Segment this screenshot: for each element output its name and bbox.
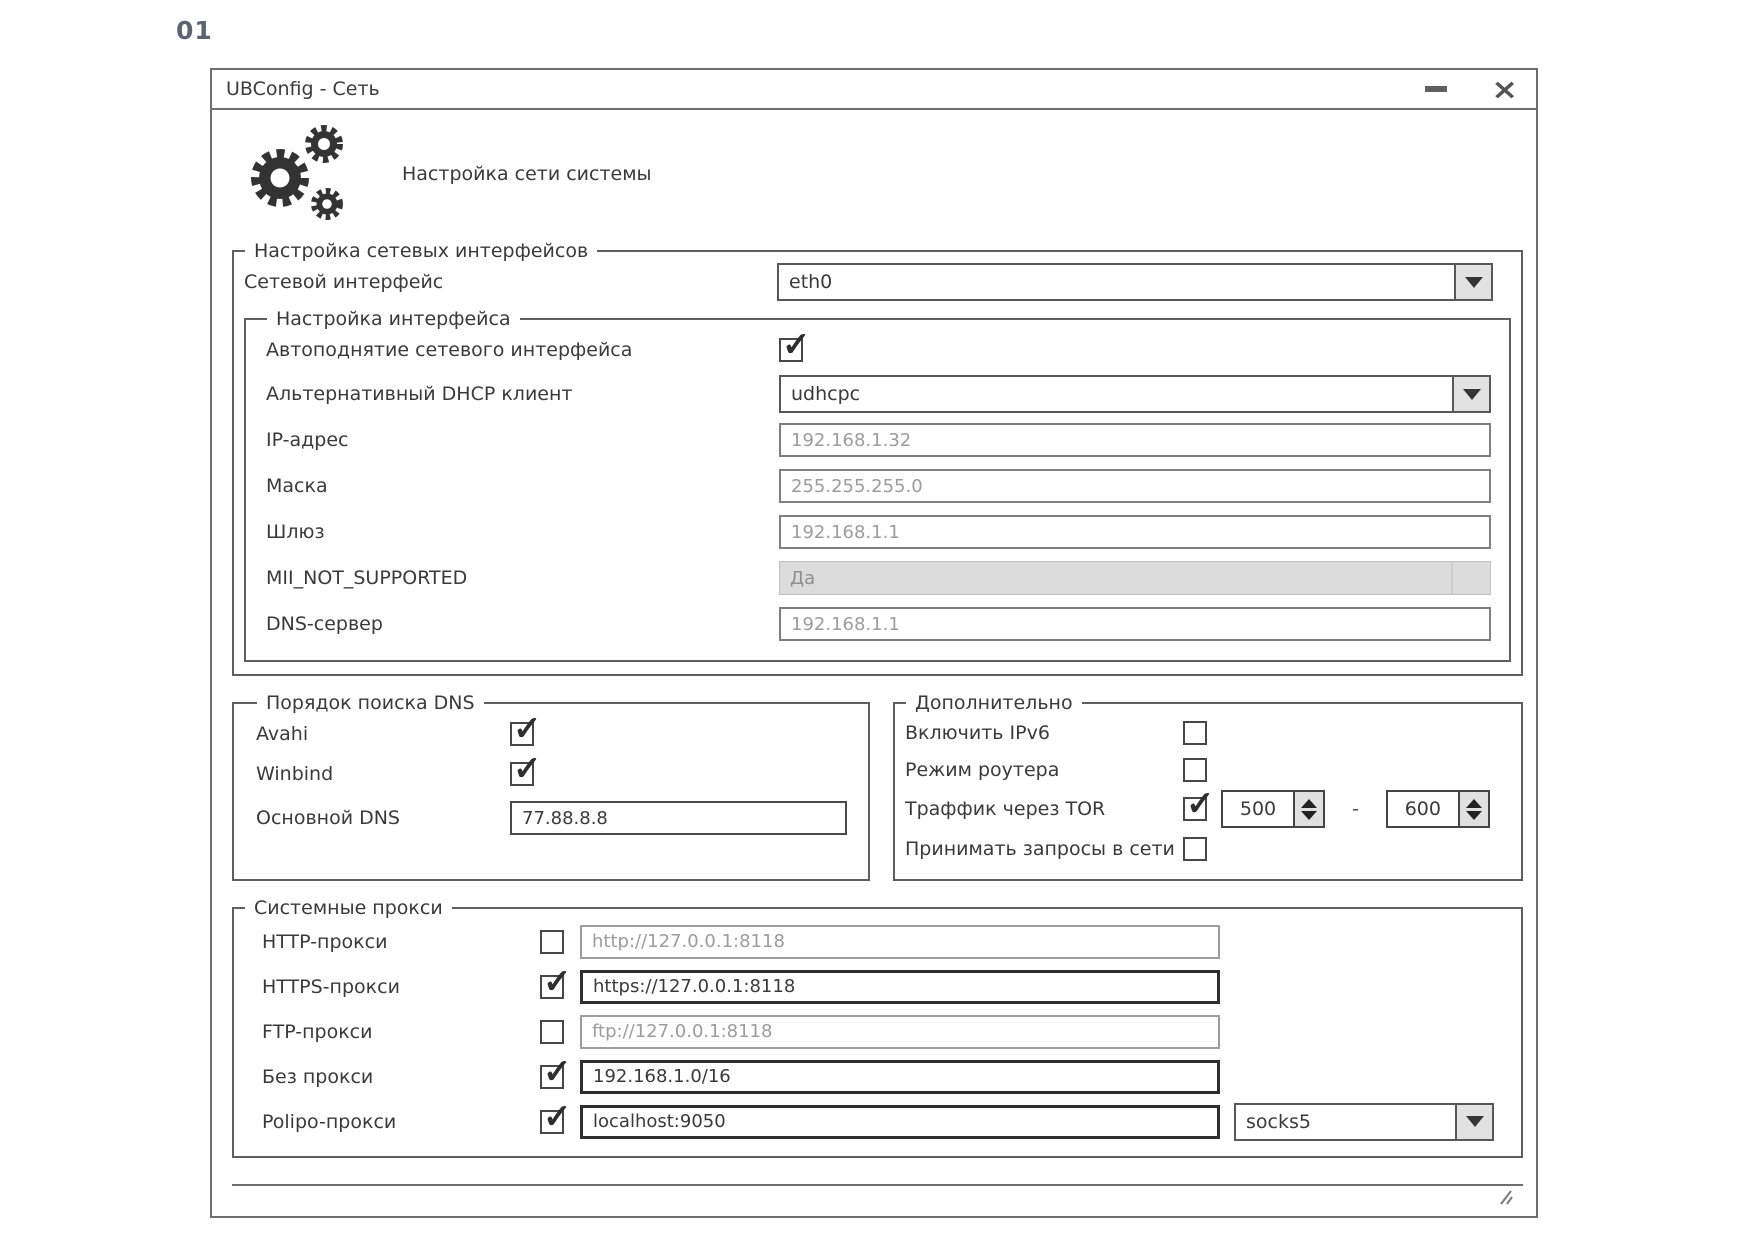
http-proxy-row [262, 919, 1511, 964]
interface-select[interactable] [777, 263, 1493, 301]
autoup-label: Автоподнятие сетевого интерфейса [266, 339, 633, 361]
spinner-up-icon[interactable] [1301, 799, 1317, 808]
mask-row [266, 466, 1491, 506]
interface-row [244, 262, 1511, 302]
dhcp-row [266, 374, 1491, 414]
mii-row [266, 558, 1491, 598]
dhcp-label: Альтернативный DHCP клиент [266, 383, 573, 405]
primary-dns-row [256, 798, 858, 838]
ftp-proxy-checkbox[interactable] [540, 1020, 564, 1044]
middle-groups [232, 692, 1523, 881]
tor-port-from-value: 500 [1239, 798, 1277, 820]
https-proxy-row [262, 964, 1511, 1009]
ipv6-row [905, 714, 1509, 751]
ftp-proxy-label: FTP-прокси [262, 1020, 373, 1043]
https-proxy-input[interactable] [580, 970, 1220, 1004]
interface-select-value: eth0 [789, 271, 833, 293]
dns-server-input[interactable] [779, 607, 1491, 641]
accept-row [905, 830, 1509, 867]
router-checkbox[interactable] [1183, 758, 1207, 782]
spinner-up-icon[interactable] [1466, 799, 1482, 808]
https-proxy-checkbox[interactable] [540, 975, 564, 999]
winbind-label: Winbind [256, 763, 334, 785]
spinner-buttons[interactable] [1293, 792, 1323, 826]
page-title: Настройка сети системы [402, 163, 652, 185]
group-network-interfaces-legend: Настройка сетевых интерфейсов [254, 240, 589, 262]
chevron-down-icon [1463, 389, 1481, 400]
ftp-proxy-row [262, 1009, 1511, 1054]
accept-checkbox[interactable] [1183, 837, 1207, 861]
tor-port-to-value: 600 [1404, 798, 1441, 820]
primary-dns-input[interactable] [510, 801, 847, 835]
dhcp-select[interactable] [779, 375, 1491, 413]
close-icon[interactable]: × [1491, 71, 1518, 107]
group-extras-legend: Дополнительно [915, 692, 1073, 714]
tor-label: Траффик через TOR [905, 798, 1106, 820]
dns-server-label: DNS-сервер [266, 613, 383, 635]
app-window [210, 68, 1538, 1218]
app-header [232, 110, 1523, 228]
http-proxy-checkbox[interactable] [540, 930, 564, 954]
ipv6-label: Включить IPv6 [905, 721, 1050, 744]
tor-port-to-spinner[interactable] [1386, 790, 1490, 828]
mii-label: MII_NOT_SUPPORTED [266, 567, 468, 589]
chevron-down-icon [1466, 1116, 1484, 1127]
router-label: Режим роутера [905, 758, 1060, 781]
http-proxy-input[interactable] [580, 925, 1220, 959]
tor-checkbox[interactable] [1183, 797, 1207, 821]
ip-input[interactable] [779, 423, 1491, 457]
ip-label: IP-адрес [266, 429, 349, 451]
avahi-label: Avahi [256, 723, 309, 745]
gateway-input[interactable] [779, 515, 1491, 549]
figure-number: 01 [176, 16, 213, 45]
group-interface-settings [244, 308, 1511, 662]
dhcp-select-value: udhcpc [791, 383, 861, 405]
https-proxy-label: HTTPS-прокси [262, 975, 400, 998]
mask-input[interactable] [779, 469, 1491, 503]
dropdown-button[interactable] [1455, 1105, 1492, 1139]
avahi-row [256, 714, 858, 754]
gears-icon [242, 120, 354, 228]
mii-value-field: Да [779, 561, 1491, 595]
chevron-down-icon [1465, 277, 1483, 288]
group-network-interfaces [232, 240, 1523, 676]
gateway-row [266, 512, 1491, 552]
spinner-down-icon[interactable] [1466, 811, 1482, 820]
polipo-protocol-select[interactable] [1234, 1103, 1494, 1141]
spinner-buttons[interactable] [1458, 792, 1488, 826]
ipv6-checkbox[interactable] [1183, 721, 1207, 745]
winbind-checkbox[interactable] [510, 762, 534, 786]
http-proxy-label: HTTP-прокси [262, 930, 388, 953]
ip-row [266, 420, 1491, 460]
no-proxy-row [262, 1054, 1511, 1099]
ftp-proxy-input[interactable] [580, 1015, 1220, 1049]
range-separator: - [1352, 798, 1359, 820]
spinner-down-icon[interactable] [1301, 811, 1317, 820]
group-system-proxies [232, 897, 1523, 1158]
window-content [212, 110, 1536, 1216]
polipo-protocol-value: socks5 [1246, 1110, 1311, 1133]
gateway-label: Шлюз [266, 521, 325, 543]
dropdown-button[interactable] [1452, 377, 1489, 411]
interface-label: Сетевой интерфейс [244, 271, 444, 293]
polipo-proxy-label: Polipo-прокси [262, 1110, 397, 1133]
mask-label: Маска [266, 475, 328, 497]
polipo-proxy-checkbox[interactable] [540, 1110, 564, 1134]
group-extras [893, 692, 1523, 881]
resize-grip-icon[interactable] [1497, 1188, 1515, 1210]
autoup-row [266, 330, 1491, 370]
group-system-proxies-legend: Системные прокси [254, 897, 443, 919]
minimize-icon[interactable] [1425, 86, 1447, 92]
winbind-row [256, 754, 858, 794]
tor-port-from-spinner[interactable] [1221, 790, 1325, 828]
group-interface-settings-legend: Настройка интерфейса [276, 308, 511, 330]
group-dns-order [232, 692, 870, 881]
polipo-proxy-row [262, 1099, 1511, 1144]
window-title: UBConfig - Сеть [226, 78, 380, 100]
dropdown-button[interactable] [1454, 265, 1491, 299]
no-proxy-label: Без прокси [262, 1065, 374, 1088]
tor-row [905, 788, 1509, 830]
accept-label: Принимать запросы в сети [905, 837, 1175, 860]
router-row [905, 751, 1509, 788]
status-bar [232, 1184, 1523, 1216]
no-proxy-checkbox[interactable] [540, 1065, 564, 1089]
title-bar [212, 70, 1536, 110]
dns-server-row [266, 604, 1491, 644]
polipo-proxy-input[interactable] [580, 1105, 1220, 1139]
primary-dns-label: Основной DNS [256, 807, 400, 829]
no-proxy-input[interactable] [580, 1060, 1220, 1094]
group-dns-order-legend: Порядок поиска DNS [266, 692, 475, 714]
avahi-checkbox[interactable] [510, 722, 534, 746]
autoup-checkbox[interactable] [779, 338, 803, 362]
